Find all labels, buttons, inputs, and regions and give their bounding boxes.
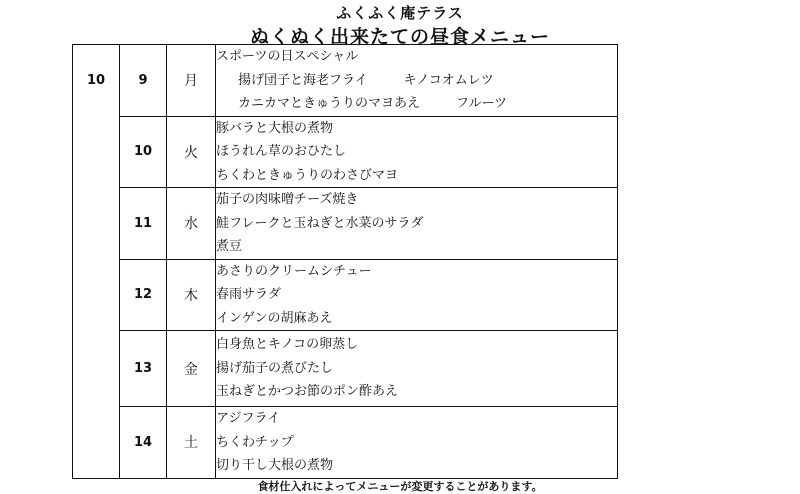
dish-line xyxy=(216,69,617,93)
day-cell: 11 xyxy=(120,188,167,260)
menu-row xyxy=(73,45,618,117)
dish-name: インゲンの胡麻あえ xyxy=(216,310,333,326)
menu-row xyxy=(73,188,618,260)
footnote: 食材仕入れによってメニューが変更することがあります。 xyxy=(257,480,543,493)
dish-name: ちくわチップ xyxy=(216,434,294,450)
dish-line xyxy=(216,92,617,116)
weekday-cell: 金 xyxy=(167,331,216,407)
dishes-cell xyxy=(216,45,618,117)
month-cell xyxy=(73,116,120,188)
dish-line xyxy=(216,357,617,381)
dish-name: 茄子の肉味噌チーズ焼き xyxy=(216,192,359,207)
day-cell: 14 xyxy=(120,407,167,479)
subtitle: ふくふく庵テラス xyxy=(336,4,464,22)
dish-line xyxy=(216,454,617,478)
day-cell: 13 xyxy=(120,331,167,407)
dish-name: キノコオムレツ xyxy=(403,72,494,88)
day-cell: 10 xyxy=(120,116,167,188)
dish-name: スポーツの日スペシャル xyxy=(216,49,359,64)
dish-name: アジフライ xyxy=(216,411,281,426)
dish-name: 切り干し大根の煮物 xyxy=(216,458,334,473)
dish-line xyxy=(216,212,617,236)
dish-name: 揚げ茄子の煮びたし xyxy=(216,360,334,376)
dish-name: ちくわときゅうりのわさびマヨ xyxy=(216,167,399,183)
dish-line xyxy=(216,407,617,431)
menu-table-body xyxy=(73,45,618,479)
weekday-cell: 月 xyxy=(167,45,216,117)
month-cell: 10 xyxy=(73,45,120,117)
dish-line xyxy=(216,235,617,259)
dish-name: ほうれん草のおひたし xyxy=(216,144,347,159)
dish-line xyxy=(216,117,617,141)
month-cell xyxy=(73,407,120,479)
dish-line xyxy=(216,333,617,357)
dish-line xyxy=(216,260,617,284)
menu-table xyxy=(72,44,618,479)
dish-name: 春雨サラダ xyxy=(216,287,281,302)
dish-name: 鮭フレークと玉ねぎと水菜のサラダ xyxy=(216,215,424,231)
dish-name: 玉ねぎとかつお節のポン酢あえ xyxy=(216,384,399,400)
dishes-cell xyxy=(216,407,618,479)
weekday-cell: 水 xyxy=(167,188,216,260)
menu-row xyxy=(73,116,618,188)
dish-line xyxy=(216,307,617,331)
dish-name: カニカマときゅうりのマヨあえ xyxy=(238,96,421,111)
month-cell xyxy=(73,259,120,331)
dish-line xyxy=(216,164,617,188)
dish-name: フルーツ xyxy=(456,96,507,111)
weekday-cell: 火 xyxy=(167,116,216,188)
dishes-cell xyxy=(216,116,618,188)
dishes-cell xyxy=(216,188,618,260)
page-title: ぬくぬく出来たての昼食メニュー xyxy=(249,26,550,48)
dish-line xyxy=(216,431,617,455)
dish-line xyxy=(216,188,617,212)
dish-name: 豚バラと大根の煮物 xyxy=(216,120,334,136)
day-cell: 12 xyxy=(120,259,167,331)
dish-line xyxy=(216,140,617,164)
day-cell: 9 xyxy=(120,45,167,117)
menu-row xyxy=(73,331,618,407)
menu-row xyxy=(73,259,618,331)
dishes-cell xyxy=(216,331,618,407)
dishes-cell xyxy=(216,259,618,331)
month-cell xyxy=(73,331,120,407)
dish-name: あさりのクリームシチュー xyxy=(216,263,372,279)
dish-line xyxy=(216,380,617,404)
dish-name: 煮豆 xyxy=(216,239,243,254)
dish-name: 揚げ団子と海老フライ xyxy=(238,72,368,88)
dish-name: 白身魚とキノコの卵蒸し xyxy=(216,337,359,353)
dish-line xyxy=(216,45,617,69)
weekday-cell: 土 xyxy=(167,407,216,479)
month-cell xyxy=(73,188,120,260)
weekday-cell: 木 xyxy=(167,259,216,331)
dish-line xyxy=(216,283,617,307)
menu-row xyxy=(73,407,618,479)
